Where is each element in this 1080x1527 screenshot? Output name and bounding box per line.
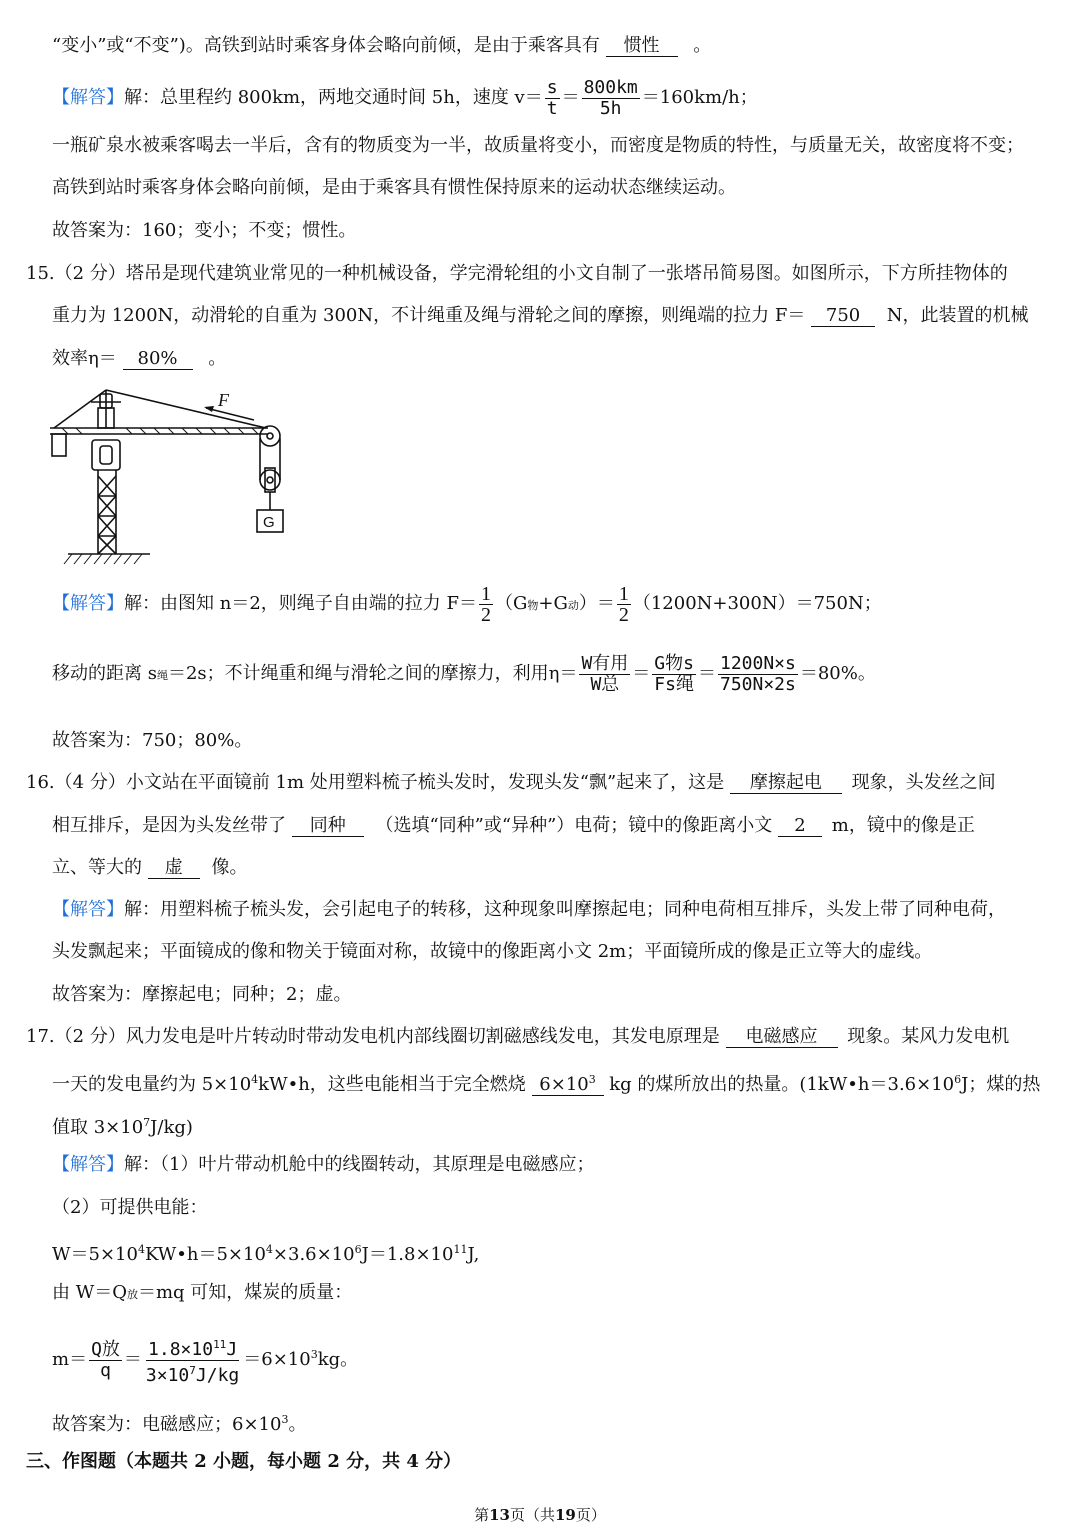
blank-answer: 惯性	[606, 36, 678, 57]
page-footer: 第13页（共19页）	[474, 1506, 606, 1524]
tower-crane-diagram	[46, 384, 296, 570]
answer-line: “变小”或“不变”)。高铁到站时乘客身体会略向前倾，是由于乘客具有 惯性 。	[52, 35, 712, 56]
equation-line: m＝ Q放 q ＝ $\frac{1.8\times 10^{11}J}{3\times 10^7J/kg}$ $=6\times 10^3kg$。	[52, 1330, 358, 1386]
final-answer: 故答案为：电磁感应；$6\times 10^3$。	[52, 1413, 307, 1435]
question-number: 15.	[26, 263, 55, 284]
solution-line: 【解答】解：用塑料梳子梳头发，会引起电子的转移，这种现象叫摩擦起电；同种电荷相互排斥，头发上带了同种电荷，	[52, 899, 1006, 920]
blank-answer: 750	[811, 306, 875, 327]
fraction: W有用 W总	[581, 652, 629, 695]
solution-line: 【解答】解：（1）叶片带动机舱中的线圈转动，其原理是电磁感应；	[52, 1154, 595, 1175]
text-line: 头发飘起来；平面镜成的像和物关于镜面对称，故镜中的像距离小文 2m；平面镜所成的像是正立等大的虚线。	[52, 941, 933, 962]
question-line: 效率η＝ 80% 。	[52, 348, 227, 369]
equation-line: $W=5\times 10^4KW•h=5\times 10^4\times 3.6\times 10^6J=1.8\times 10^{11}J$,	[52, 1243, 480, 1265]
weight-label: G	[263, 514, 275, 531]
question-number: 17.	[26, 1026, 55, 1047]
question-15: 15.（2 分）塔吊是现代建筑业常见的一种机械设备，学完滑轮组的小文自制了一张塔吊简易图。如图所示，下方所挂物体的	[26, 263, 1008, 284]
section-heading: 三、作图题（本题共 2 小题，每小题 2 分，共 4 分）	[26, 1451, 462, 1472]
force-label: F	[218, 390, 229, 410]
question-line: 立、等大的 虚 像。	[52, 857, 248, 878]
text-line: 一瓶矿泉水被乘客喝去一半后，含有的物质变为一半，故质量将变小，而密度是物质的特性，与质量无关，故密度将不变；	[52, 135, 1024, 156]
solution-tag: 【解答】	[52, 899, 124, 920]
fraction: $\frac{1}{2}$	[618, 582, 629, 626]
blank-answer: 摩擦起电	[730, 773, 842, 794]
text-line: （2）可提供电能：	[52, 1197, 208, 1218]
question-line: 重力为 1200N，动滑轮的自重为 300N，不计绳重及绳与滑轮之间的摩擦，则绳端的拉力 F＝ 750 N，此装置的机械	[52, 305, 1029, 326]
page-number: 13	[489, 1506, 510, 1524]
question-17: 17.（2 分）风力发电是叶片转动时带动发电机内部线圈切割磁感线发电，其发电原理是 电磁感应 现象。某风力发电机	[26, 1026, 1010, 1047]
question-line: 相互排斥，是因为头发丝带了 同种 （选填“同种”或“异种”）电荷；镜中的像距离小文 2 m，镜中的像是正	[52, 815, 975, 836]
question-line: 一天的发电量约为 $5\times 10^4kW•h$，这些电能相当于完全燃烧 $6\times 10^3$ kg 的煤所放出的热量。($1kW•h=3.6\times 10^6J$；煤的热	[52, 1068, 1040, 1097]
fraction: G物s Fs绳	[654, 652, 694, 695]
page-total: 19	[555, 1506, 576, 1524]
solution-line: 移动的距离 s绳＝2s；不计绳重和绳与滑轮之间的摩擦力，利用η＝ W有用 W总 ＝ G物s Fs绳 ＝ $\frac{1200N\times s}{750N\times 2s}$ ＝80%。	[52, 652, 876, 695]
solution-tag: 【解答】	[52, 87, 124, 108]
fraction: $\frac{1200N\times s}{750N\times 2s}$	[719, 652, 796, 695]
solution-tag: 【解答】	[52, 593, 124, 614]
question-number: 16.	[26, 772, 55, 793]
question-line: 值取 $3\times 10^7J/kg$)	[52, 1116, 193, 1138]
blank-answer: 虚	[148, 858, 200, 879]
question-16: 16.（4 分）小文站在平面镜前 1m 处用塑料梳子梳头发时，发现头发“飘”起来了，这是 摩擦起电 现象，头发丝之间	[26, 772, 996, 793]
final-answer: 故答案为：750；80%。	[52, 730, 253, 751]
fraction: $\frac{1}{2}$	[480, 582, 491, 626]
fraction: $\frac{1.8\times 10^{11}J}{3\times 10^7J/kg}$	[144, 1335, 241, 1386]
solution-tag: 【解答】	[52, 1154, 124, 1175]
blank-answer: 2	[778, 816, 822, 837]
final-answer: 故答案为：摩擦起电；同种；2；虚。	[52, 984, 352, 1005]
fraction: Q放 q	[91, 1338, 120, 1381]
blank-answer: 80%	[123, 349, 193, 370]
final-answer: 故答案为：160；变小；不变；惯性。	[52, 220, 357, 241]
fraction: $\frac{s}{t}$	[546, 76, 558, 119]
text-line: 由 W＝Q放＝mq 可知，煤炭的质量：	[52, 1282, 353, 1303]
blank-answer: 同种	[292, 816, 364, 837]
text-line: 高铁到站时乘客身体会略向前倾，是由于乘客具有惯性保持原来的运动状态继续运动。	[52, 177, 736, 198]
fraction: $\frac{800km}{5h}$	[583, 76, 638, 119]
blank-answer: $6\times 10^3$	[532, 1070, 604, 1096]
solution-line: 【解答】解：由图知 n＝2，则绳子自由端的拉力 F＝ $\frac{1}{2}$ （G物+G动）＝ $\frac{1}{2}$ （1200N+300N）＝750N；	[52, 582, 882, 626]
solution-line: 【解答】解：总里程约 800km，两地交通时间 5h，速度 v＝ $\frac{s}{t}$ ＝ $\frac{800km}{5h}$ ＝160km/h；	[52, 76, 758, 119]
blank-answer: 电磁感应	[726, 1027, 838, 1048]
